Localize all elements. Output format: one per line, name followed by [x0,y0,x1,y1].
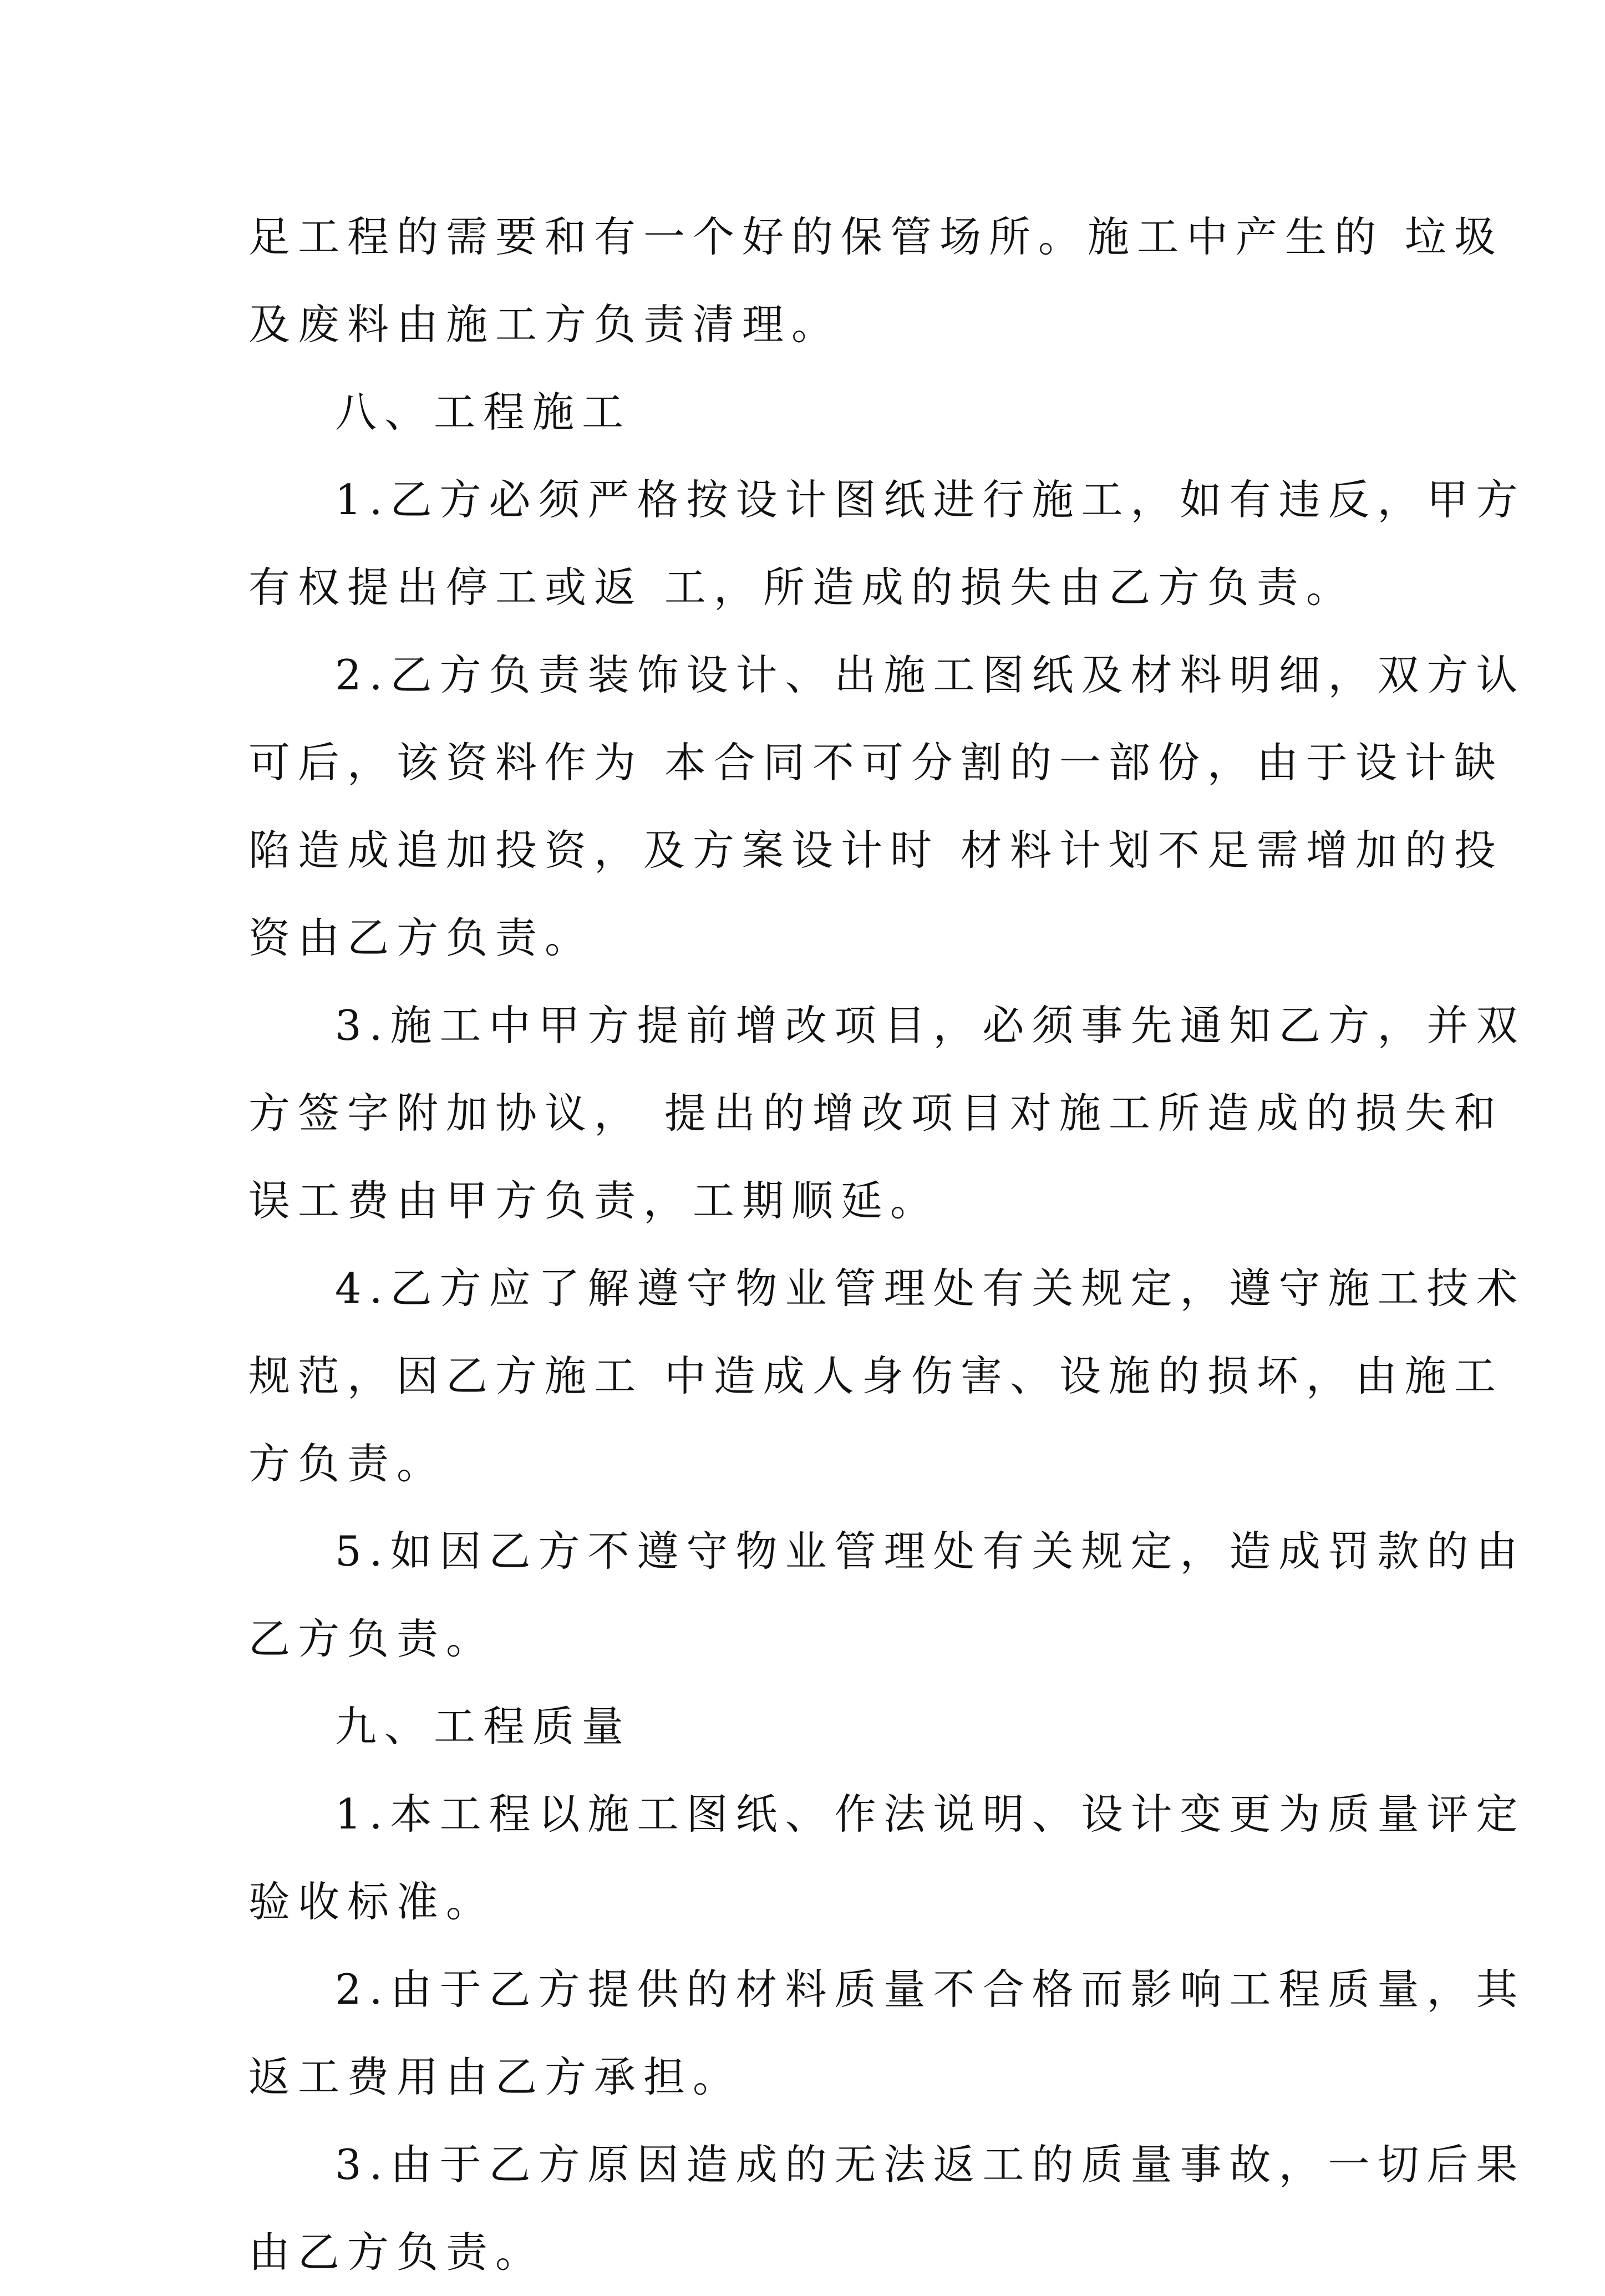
text-line: 3.由于乙方原因造成的无法返工的质量事故，一切后果 [335,2140,1526,2189]
clause-8-4 [248,1244,1526,1507]
text-line: 5.如因乙方不遵守物业管理处有关规定，造成罚款的由 [335,1527,1526,1576]
text-line: 误工费由甲方负责，工期顺延。 [248,1176,940,1225]
text-line: 及废料由施工方负责清理。 [248,300,841,349]
text-line: 足工程的需要和有一个好的保管场所。施工中产生的 垃圾 [248,212,1504,261]
text-line: 4.乙方应了解遵守物业管理处有关规定，遵守施工技术 [335,1264,1526,1313]
text-line: 返工费用由乙方承担。 [248,2053,743,2101]
text-line: 2.由于乙方提供的材料质量不合格而影响工程质量，其 [335,1965,1526,2014]
clause-9-2 [248,1945,1526,2121]
section-heading-8 [248,368,1374,456]
text-line: 方签字附加协议， 提出的增改项目对施工所造成的损失和 [248,1089,1504,1137]
text-line: 验收标准。 [248,1877,496,1926]
clause-8-1 [248,456,1526,631]
text-line: 有权提出停工或返 工，所造成的损失由乙方负责。 [248,563,1355,612]
document-page [248,193,1526,2296]
heading-text: 八、工程施工 [335,388,632,436]
text-line: 资由乙方负责。 [248,913,595,962]
text-line: 规范，因乙方施工 中造成人身伤害、设施的损坏，由施工 [248,1352,1504,1400]
clause-8-2 [248,631,1526,982]
section-heading-9 [248,1683,1374,1770]
text-line: 由乙方负责。 [248,2228,545,2277]
text-line: 方负责。 [248,1439,446,1488]
text-line: 1.本工程以施工图纸、作法说明、设计变更为质量评定 [335,1790,1526,1838]
text-line: 可后，该资料作为 本合同不可分割的一部份，由于设计缺 [248,738,1504,787]
clause-8-3 [248,982,1526,1244]
text-line: 1.乙方必须严格按设计图纸进行施工，如有违反，甲方 [335,475,1526,524]
paragraph-continuation [248,193,1504,368]
clause-8-5 [248,1507,1526,1683]
clause-9-1 [248,1770,1526,1945]
heading-text: 九、工程质量 [335,1702,632,1751]
text-line: 乙方负责。 [248,1614,496,1663]
text-line: 陷造成追加投资，及方案设计时 材料计划不足需增加的投 [248,826,1504,875]
text-line: 3.施工中甲方提前增改项目，必须事先通知乙方，并双 [335,1001,1526,1050]
text-line: 2.乙方负责装饰设计、出施工图纸及材料明细，双方认 [335,651,1526,699]
